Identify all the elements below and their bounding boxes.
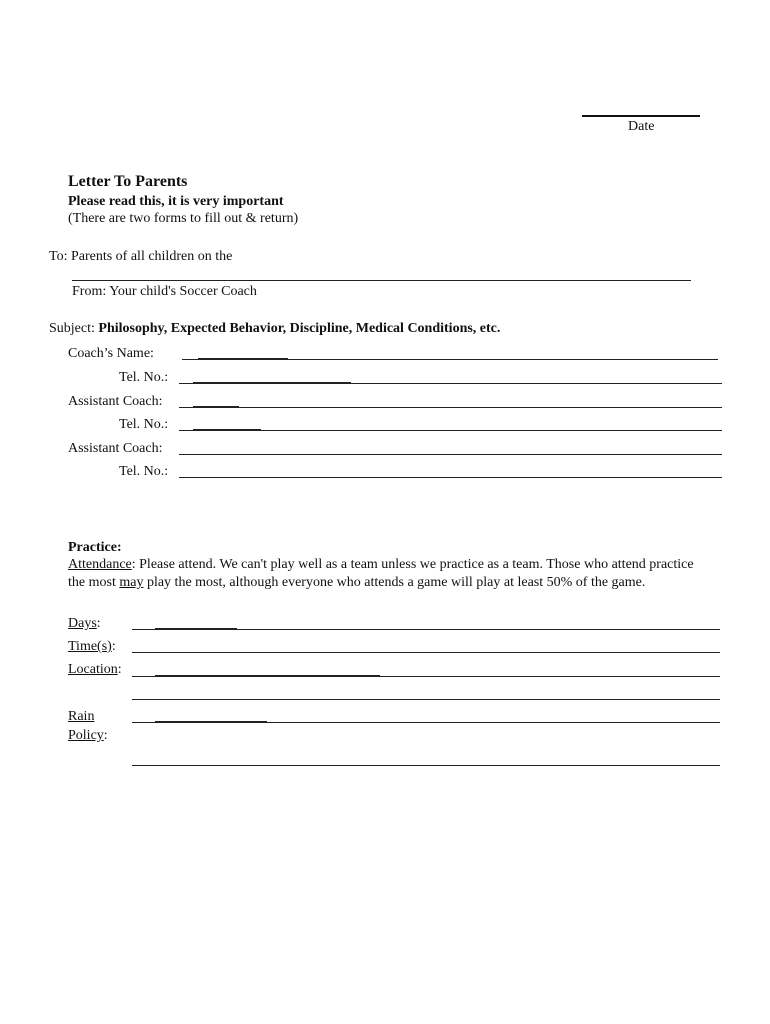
assistant-1-tel-filled (193, 429, 261, 430)
to-line-label: To: Parents of all children on the (49, 249, 233, 264)
date-line[interactable] (582, 115, 700, 117)
subject-text: Philosophy, Expected Behavior, Discipline, Medical Conditions, etc. (98, 321, 501, 336)
attendance-may: may (119, 575, 144, 590)
location-field-2[interactable] (132, 699, 720, 700)
location-row-label (68, 662, 122, 678)
attendance-paragraph (68, 556, 708, 592)
assistant-coach-2-label: Assistant Coach: (68, 441, 163, 456)
subject-line (49, 321, 500, 337)
days-label: Days (68, 616, 97, 631)
times-field[interactable] (132, 652, 720, 653)
days-colon: : (96, 616, 101, 631)
assistant-coach-1-filled (193, 406, 239, 407)
assistant-2-tel-label: Tel. No.: (119, 464, 169, 479)
coach-name-filled (198, 358, 288, 359)
times-label: Time(s) (68, 639, 112, 654)
assistant-coach-1-label: Assistant Coach: (68, 394, 163, 409)
assistant-2-tel-field[interactable] (179, 477, 722, 478)
coach-tel-label: Tel. No.: (119, 370, 169, 385)
team-name-field[interactable] (72, 280, 691, 281)
rain-policy-field[interactable] (132, 722, 720, 723)
location-field[interactable] (132, 676, 720, 677)
coach-name-label: Coach’s Name: (68, 346, 154, 361)
policy-colon: : (103, 728, 108, 743)
location-filled (155, 675, 380, 676)
coach-name-field[interactable] (182, 359, 718, 360)
date-label: Date (628, 119, 655, 134)
location-colon: : (117, 662, 122, 677)
policy-label: Policy (68, 728, 104, 743)
rain-policy-field-2[interactable] (132, 765, 720, 766)
assistant-1-tel-field[interactable] (179, 430, 722, 431)
assistant-1-tel-label: Tel. No.: (119, 417, 169, 432)
policy-label-row (68, 728, 108, 744)
letter-note: (There are two forms to fill out & return) (68, 211, 299, 226)
rain-label-row (68, 709, 94, 725)
letter-subtitle: Please read this, it is very important (68, 194, 284, 209)
attendance-label: Attendance (68, 557, 132, 572)
times-row-label (68, 639, 116, 655)
rain-label: Rain (68, 709, 95, 724)
subject-label: Subject: (49, 321, 95, 336)
practice-heading: Practice: (68, 540, 122, 555)
days-field[interactable] (132, 629, 720, 630)
from-line-label: From: Your child's Soccer Coach (72, 284, 257, 299)
assistant-coach-1-field[interactable] (179, 407, 722, 408)
attendance-text-a: : Please attend. We can't play well as a team unless we practice as a team. Those who attend practice the most (68, 557, 694, 590)
coach-tel-field[interactable] (179, 383, 722, 384)
days-filled (155, 628, 237, 629)
days-row-label (68, 616, 101, 632)
rain-policy-filled (155, 721, 267, 722)
location-label: Location (68, 662, 118, 677)
attendance-text-b: play the most, although everyone who attends a game will play at least 50% of the game. (143, 575, 646, 590)
coach-tel-filled (193, 382, 351, 383)
assistant-coach-2-field[interactable] (179, 454, 722, 455)
letter-title: Letter To Parents (68, 173, 188, 190)
times-colon: : (111, 639, 116, 654)
